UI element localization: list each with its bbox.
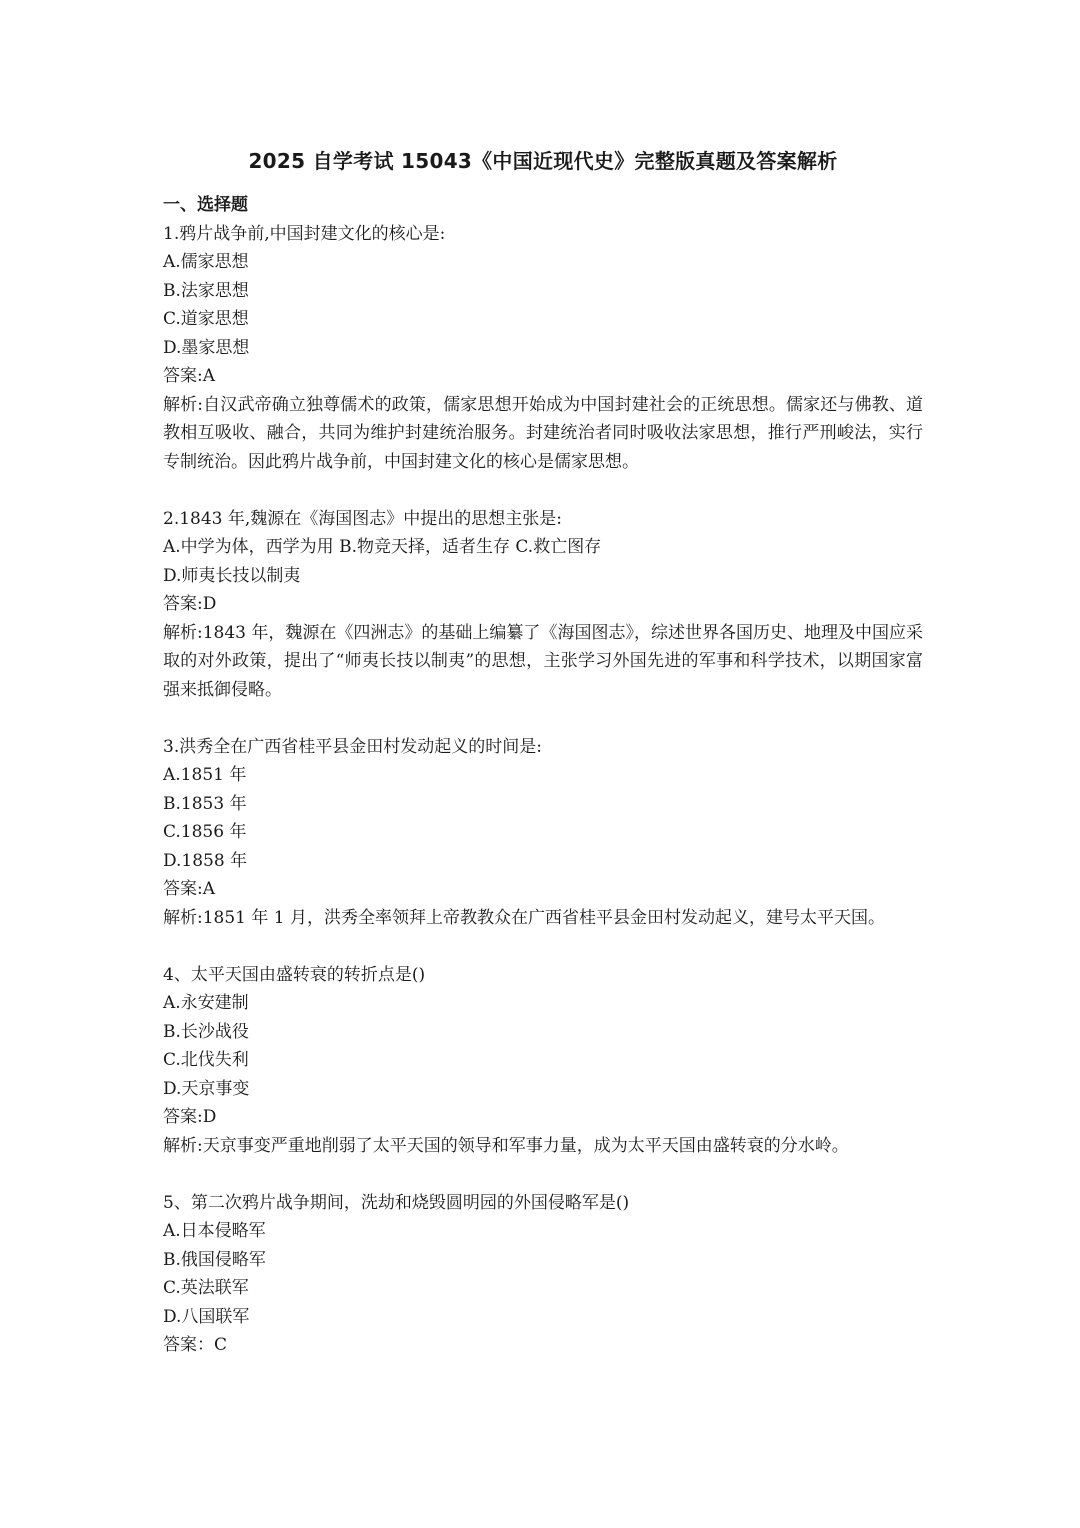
option-a: A.儒家思想 [163,252,249,272]
option-d: D.八国联军 [163,1306,250,1327]
question-block [163,220,923,477]
option-b: B.俄国侵略军 [163,1249,266,1270]
option-a: A.日本侵略军 [163,1221,266,1241]
question-stem: 3.洪秀全在广西省桂平县金田村发动起义的时间是: [163,736,542,757]
answer: 答案:A [163,879,216,899]
answer: 答案:D [163,594,217,614]
question-stem: 4、太平天国由盛转衰的转折点是() [163,964,426,985]
question-stem: 2.1843 年,魏源在《海国图志》中提出的思想主张是: [163,508,563,529]
analysis: 解析:天京事变严重地削弱了太平天国的领导和军事力量，成为太平天国由盛转衰的分水岭。 [163,1135,849,1156]
option-b: B.1853 年 [163,793,247,814]
option-c: C.1856 年 [163,822,247,842]
question-block [163,1189,923,1360]
question-block [163,505,923,705]
analysis: 解析:1843 年，魏源在《四洲志》的基础上编纂了《海国图志》，综述世界各国历史、地理及中国应采取的对外政策，提出了“师夷长技以制夷”的思想，主张学习外国先进的军事和科学技术，以期国家富强来抵御侵略。 [163,622,923,700]
document-page [163,145,923,1360]
option-d: D.天京事变 [163,1078,250,1099]
spacer [163,704,923,733]
option-b: B.长沙战役 [163,1021,249,1042]
question-block [163,961,923,1161]
section-title: 一、选择题 [163,195,248,215]
spacer [163,1160,923,1189]
option-a: A.1851 年 [163,765,247,785]
analysis: 解析:自汉武帝确立独尊儒术的政策，儒家思想开始成为中国封建社会的正统思想。儒家还与佛教、道教相互吸收、融合，共同为维护封建统治服务。封建统治者同时吸收法家思想，推行严刑峻法，实行专制统治。因此鸦片战争前，中国封建文化的核心是儒家思想。 [163,394,923,472]
question-block [163,733,923,933]
spacer [163,932,923,961]
option-b: B.法家思想 [163,280,249,301]
option-abc: A.中学为体，西学为用 B.物竞天择，适者生存 C.救亡图存 [163,537,602,557]
answer: 答案:D [163,1107,217,1127]
option-a: A.永安建制 [163,993,249,1013]
question-stem: 1.鸦片战争前,中国封建文化的核心是: [163,223,446,244]
answer: 答案:A [163,366,216,386]
option-d: D.师夷长技以制夷 [163,565,301,586]
document-title: 2025 自学考试 15043《中国近现代史》完整版真题及答案解析 [248,149,838,173]
analysis: 解析:1851 年 1 月，洪秀全率领拜上帝教教众在广西省桂平县金田村发动起义，建号太平天国。 [163,907,886,928]
option-c: C.道家思想 [163,309,249,329]
answer: 答案：C [163,1335,228,1355]
option-c: C.北伐失利 [163,1050,249,1070]
question-stem: 5、第二次鸦片战争期间，洗劫和烧毁圆明园的外国侵略军是() [163,1192,630,1213]
option-c: C.英法联军 [163,1278,249,1298]
option-d: D.墨家思想 [163,337,250,358]
spacer [163,476,923,505]
option-d: D.1858 年 [163,850,248,871]
